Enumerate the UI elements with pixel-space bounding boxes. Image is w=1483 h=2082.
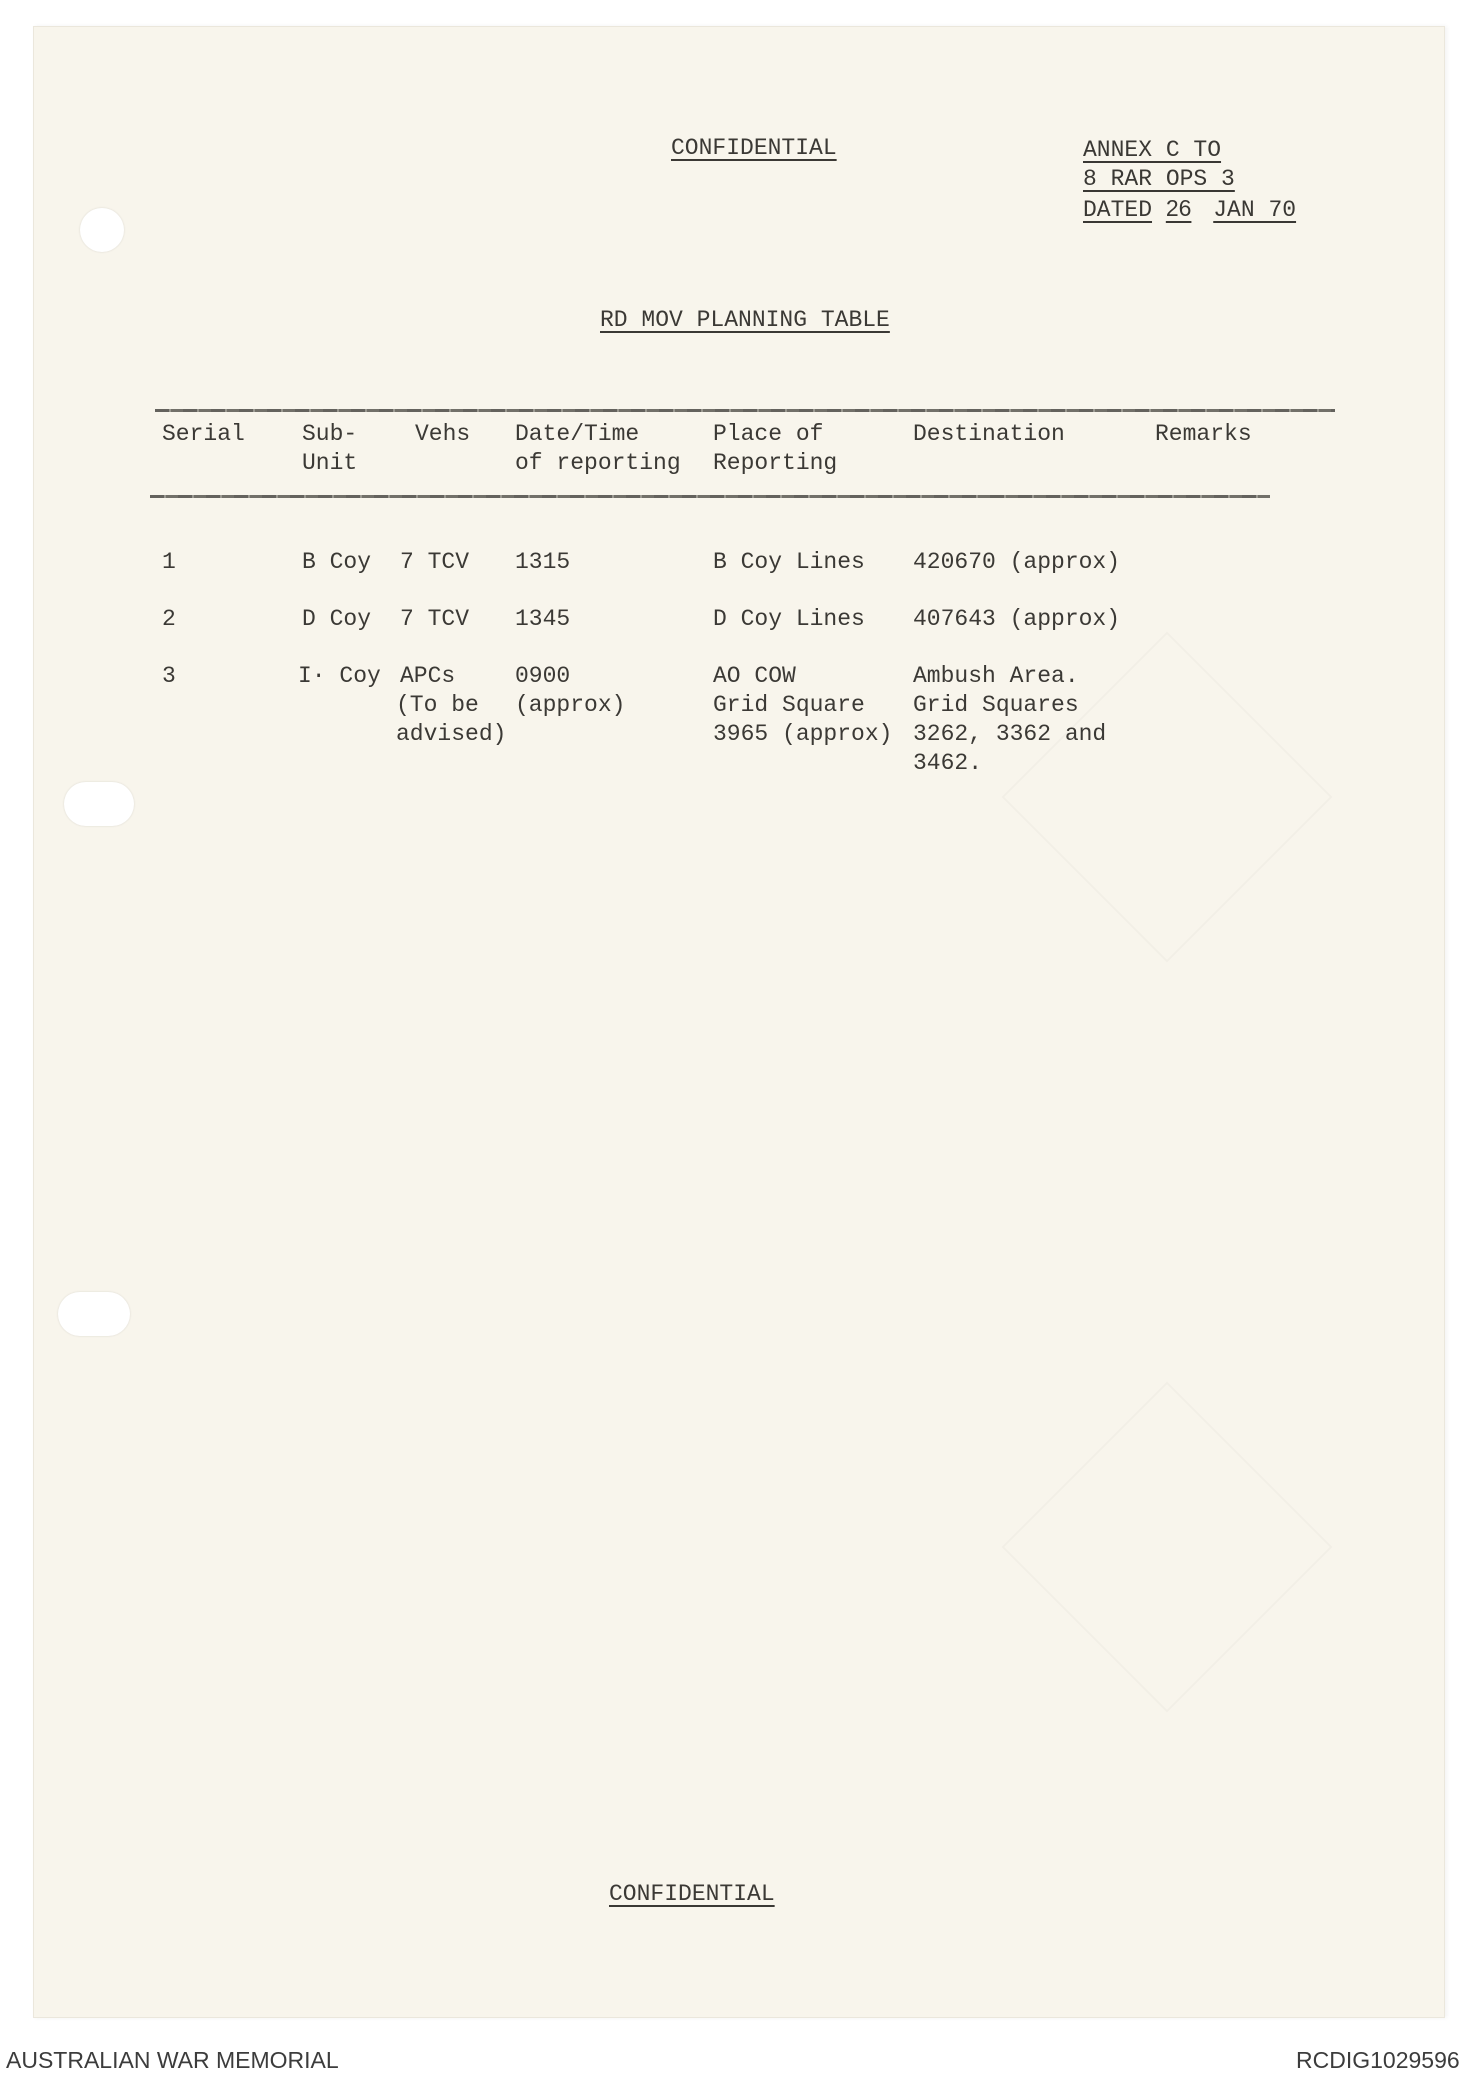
- header-destination: Destination: [913, 421, 1065, 447]
- row-serial: 3: [162, 663, 176, 689]
- row-place-line-3: 3965 (approx): [713, 721, 893, 747]
- row-place: D Coy Lines: [713, 606, 865, 632]
- row-destination-line-2: Grid Squares: [913, 692, 1079, 718]
- row-serial: 1: [162, 549, 176, 575]
- row-subunit: I· Coy: [298, 663, 381, 689]
- punch-hole-top: [80, 208, 124, 252]
- row-subunit: B Coy: [302, 549, 372, 575]
- table-top-rule: [155, 409, 1335, 412]
- annex-line-1: ANNEX C TO: [1083, 137, 1222, 163]
- row-vehs: 7 TCV: [400, 549, 470, 575]
- classification-top: CONFIDENTIAL: [671, 135, 837, 161]
- header-subunit-2: Unit: [302, 450, 358, 476]
- footer-archive-name: AUSTRALIAN WAR MEMORIAL: [6, 2047, 339, 2073]
- header-vehs: Vehs: [415, 421, 471, 447]
- row-vehs-line-1: APCs: [400, 663, 456, 689]
- document-title: RD MOV PLANNING TABLE: [600, 307, 890, 333]
- row-destination: 420670 (approx): [913, 549, 1121, 575]
- header-remarks: Remarks: [1155, 421, 1252, 447]
- table-header-rule: [150, 495, 1270, 498]
- row-destination: 407643 (approx): [913, 606, 1121, 632]
- annex-line-3: [1083, 194, 1296, 225]
- row-place-line-2: Grid Square: [713, 692, 865, 718]
- row-destination-line-1: Ambush Area.: [913, 663, 1079, 689]
- row-time: 1345: [515, 606, 571, 632]
- annex-day: 26: [1165, 195, 1192, 221]
- punch-hole-middle: [64, 782, 134, 826]
- row-subunit: D Coy: [302, 606, 372, 632]
- row-time-line-1: 0900: [515, 663, 571, 689]
- classification-bottom: CONFIDENTIAL: [609, 1881, 775, 1907]
- row-time-line-2: (approx): [515, 692, 626, 718]
- row-destination-line-3: 3262, 3362 and: [913, 721, 1107, 747]
- annex-line-2: 8 RAR OPS 3: [1083, 166, 1235, 192]
- annex-reference: [1083, 136, 1296, 225]
- row-serial: 2: [162, 606, 176, 632]
- row-place-line-1: AO COW: [713, 663, 796, 689]
- footer-record-id: RCDIG1029596: [1296, 2047, 1460, 2073]
- row-time: 1315: [515, 549, 571, 575]
- header-datetime-2: of reporting: [515, 450, 681, 476]
- row-vehs: 7 TCV: [400, 606, 470, 632]
- header-serial: Serial: [162, 421, 245, 447]
- header-datetime-1: Date/Time: [515, 421, 640, 447]
- row-destination-line-4: 3462.: [913, 750, 983, 776]
- punch-hole-bottom: [58, 1292, 130, 1336]
- annex-month-year: JAN 70: [1213, 197, 1297, 223]
- header-subunit-1: Sub-: [302, 421, 358, 447]
- row-place: B Coy Lines: [713, 549, 865, 575]
- row-vehs-line-3: advised): [396, 721, 507, 747]
- row-vehs-line-2: (To be: [396, 692, 479, 718]
- header-place-1: Place of: [713, 421, 824, 447]
- header-place-2: Reporting: [713, 450, 838, 476]
- annex-dated-label: DATED: [1083, 197, 1153, 223]
